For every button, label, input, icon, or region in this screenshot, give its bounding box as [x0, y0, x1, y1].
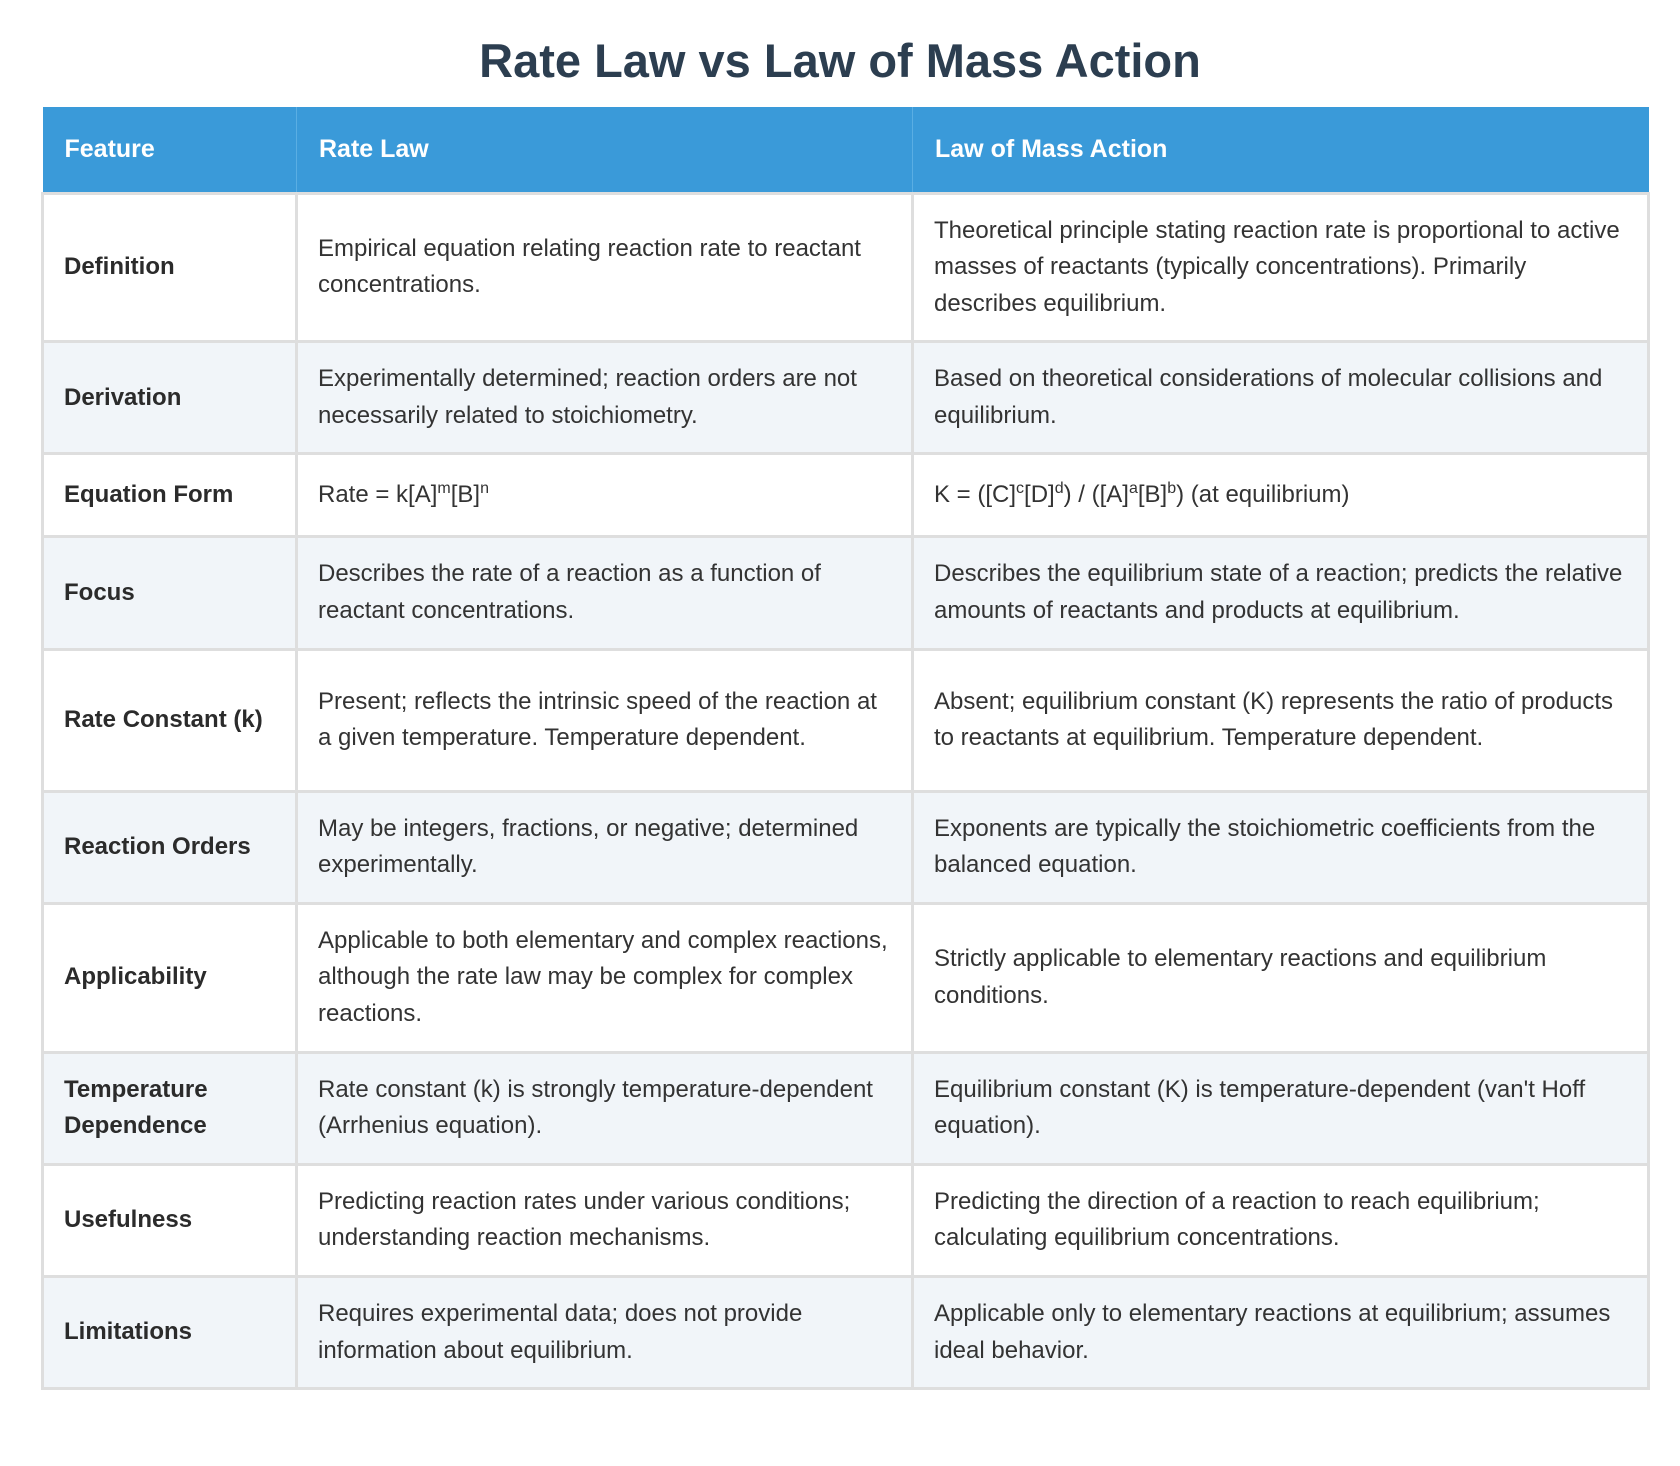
rate-law-cell: Predicting reaction rates under various conditions; understanding reaction mechanisms. — [297, 1164, 913, 1276]
rate-law-equation-cell — [297, 454, 913, 537]
table-row — [43, 791, 1649, 903]
mass-action-cell: Equilibrium constant (K) is temperature-dependent (van't Hoff equation). — [913, 1052, 1649, 1164]
table-body — [43, 193, 1649, 1389]
mass-action-eq-part: [B] — [1137, 481, 1168, 509]
feature-cell: Focus — [43, 537, 297, 649]
header-row — [43, 107, 1649, 193]
table-row — [43, 1164, 1649, 1276]
rate-law-eq-prefix: Rate = k[A] — [318, 481, 438, 509]
rate-law-cell: Describes the rate of a reaction as a function of reactant concentrations. — [297, 537, 913, 649]
table-row — [43, 193, 1649, 342]
comparison-table-container — [41, 107, 1647, 1390]
feature-cell: Usefulness — [43, 1164, 297, 1276]
rate-law-cell: May be integers, fractions, or negative; determined experimentally. — [297, 791, 913, 903]
rate-law-cell: Rate constant (k) is strongly temperature-dependent (Arrhenius equation). — [297, 1052, 913, 1164]
table-row — [43, 454, 1649, 537]
header-rate-law: Rate Law — [297, 107, 913, 193]
rate-law-cell: Experimentally determined; reaction orders are not necessarily related to stoichiometry. — [297, 342, 913, 454]
table-row — [43, 649, 1649, 791]
mass-action-cell: Predicting the direction of a reaction to reach equilibrium; calculating equilibrium concentrations. — [913, 1164, 1649, 1276]
feature-cell: Reaction Orders — [43, 791, 297, 903]
mass-action-equation-cell — [913, 454, 1649, 537]
rate-law-eq-exponent-m: m — [437, 480, 451, 498]
mass-action-eq-part: ) (at equilibrium) — [1176, 481, 1350, 509]
mass-action-cell: Strictly applicable to elementary reactions and equilibrium conditions. — [913, 903, 1649, 1052]
mass-action-cell: Theoretical principle stating reaction rate is proportional to active masses of reactants (typically concentrations). Primarily describes equilibrium. — [913, 193, 1649, 342]
mass-action-eq-part: ) / ([A] — [1063, 481, 1129, 509]
feature-cell: Equation Form — [43, 454, 297, 537]
header-law-of-mass-action: Law of Mass Action — [913, 107, 1649, 193]
mass-action-eq-exponent: c — [1016, 480, 1025, 498]
mass-action-cell: Based on theoretical considerations of molecular collisions and equilibrium. — [913, 342, 1649, 454]
feature-cell: Definition — [43, 193, 297, 342]
page-title: Rate Law vs Law of Mass Action — [479, 34, 1201, 87]
rate-law-cell: Empirical equation relating reaction rate to reactant concentrations. — [297, 193, 913, 342]
feature-cell: Derivation — [43, 342, 297, 454]
mass-action-eq-exponent: a — [1128, 480, 1138, 498]
mass-action-cell: Applicable only to elementary reactions at equilibrium; assumes ideal behavior. — [913, 1277, 1649, 1389]
feature-cell: Rate Constant (k) — [43, 649, 297, 791]
mass-action-eq-part: K = ([C] — [934, 481, 1017, 509]
rate-law-cell: Present; reflects the intrinsic speed of the reaction at a given temperature. Temperature dependent. — [297, 649, 913, 791]
mass-action-eq-part: [D] — [1024, 481, 1055, 509]
table-row — [43, 1052, 1649, 1164]
table-row — [43, 537, 1649, 649]
header-feature: Feature — [43, 107, 297, 193]
feature-cell: Limitations — [43, 1277, 297, 1389]
feature-cell: Applicability — [43, 903, 297, 1052]
rate-law-cell: Requires experimental data; does not provide information about equilibrium. — [297, 1277, 913, 1389]
mass-action-eq-exponent: d — [1054, 480, 1064, 498]
mass-action-eq-exponent: b — [1167, 480, 1177, 498]
comparison-table — [41, 107, 1650, 1390]
table-header — [43, 107, 1649, 193]
rate-law-eq-exponent-n: n — [480, 480, 489, 498]
rate-law-cell: Applicable to both elementary and complex reactions, although the rate law may be complex for complex reactions. — [297, 903, 913, 1052]
feature-cell: Temperature Dependence — [43, 1052, 297, 1164]
mass-action-cell: Describes the equilibrium state of a reaction; predicts the relative amounts of reactants and products at equilibrium. — [913, 537, 1649, 649]
rate-law-eq-mid: [B] — [450, 481, 481, 509]
table-row — [43, 1277, 1649, 1389]
table-row — [43, 342, 1649, 454]
table-row — [43, 903, 1649, 1052]
mass-action-cell: Absent; equilibrium constant (K) represents the ratio of products to reactants at equilibrium. Temperature dependent. — [913, 649, 1649, 791]
mass-action-cell: Exponents are typically the stoichiometric coefficients from the balanced equation. — [913, 791, 1649, 903]
